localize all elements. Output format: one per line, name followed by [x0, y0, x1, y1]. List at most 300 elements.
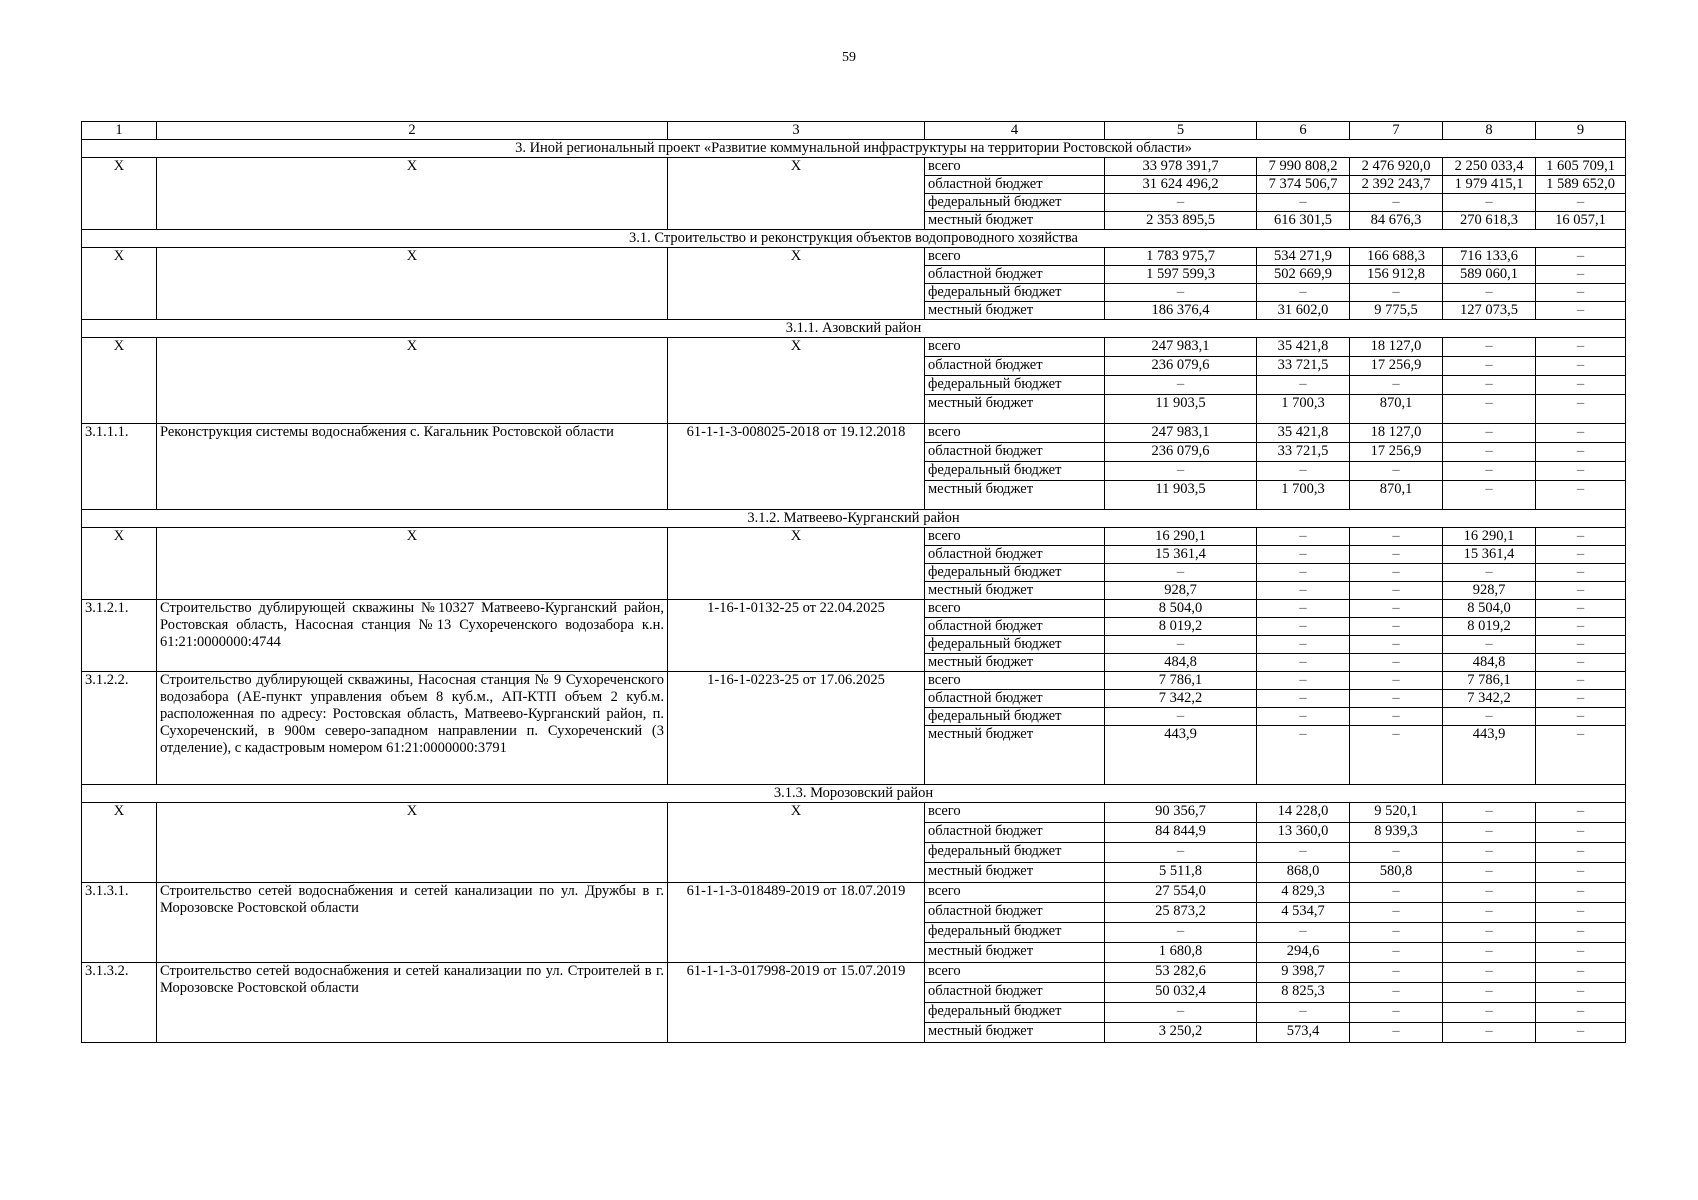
value-cell: –: [1536, 726, 1626, 785]
document-reference: 1-16-1-0223-25 от 17.06.2025: [668, 672, 925, 785]
value-cell: –: [1536, 376, 1626, 395]
value-cell: –: [1536, 357, 1626, 376]
value-cell: 2 250 033,4: [1443, 158, 1536, 176]
budget-label: федеральный бюджет: [925, 376, 1105, 395]
value-cell: –: [1536, 903, 1626, 923]
value-cell: –: [1257, 690, 1350, 708]
value-cell: 25 873,2: [1105, 903, 1257, 923]
object-name: X: [157, 338, 668, 424]
budget-label: местный бюджет: [925, 863, 1105, 883]
budget-label: областной бюджет: [925, 546, 1105, 564]
value-cell: 31 602,0: [1257, 302, 1350, 320]
value-cell: 14 228,0: [1257, 803, 1350, 823]
value-cell: –: [1536, 803, 1626, 823]
value-cell: –: [1350, 618, 1443, 636]
value-cell: 11 903,5: [1105, 481, 1257, 510]
value-cell: –: [1443, 357, 1536, 376]
budget-label: всего: [925, 963, 1105, 983]
value-cell: –: [1350, 546, 1443, 564]
value-cell: 16 290,1: [1443, 528, 1536, 546]
value-cell: 9 398,7: [1257, 963, 1350, 983]
value-cell: –: [1536, 302, 1626, 320]
value-cell: 127 073,5: [1443, 302, 1536, 320]
value-cell: 27 554,0: [1105, 883, 1257, 903]
value-cell: –: [1257, 546, 1350, 564]
budget-label: всего: [925, 338, 1105, 357]
value-cell: –: [1443, 1003, 1536, 1023]
value-cell: 16 057,1: [1536, 212, 1626, 230]
data-row: [82, 672, 1626, 690]
budget-label: областной бюджет: [925, 618, 1105, 636]
value-cell: –: [1105, 376, 1257, 395]
value-cell: 484,8: [1105, 654, 1257, 672]
budget-label: местный бюджет: [925, 582, 1105, 600]
column-header: 6: [1257, 122, 1350, 140]
value-cell: 166 688,3: [1350, 248, 1443, 266]
value-cell: –: [1257, 672, 1350, 690]
value-cell: –: [1443, 863, 1536, 883]
data-row: [82, 158, 1626, 176]
column-header: 7: [1350, 122, 1443, 140]
value-cell: –: [1350, 194, 1443, 212]
value-cell: –: [1443, 1023, 1536, 1043]
document-reference: 61-1-1-3-008025-2018 от 19.12.2018: [668, 424, 925, 510]
value-cell: 16 290,1: [1105, 528, 1257, 546]
document-reference: 1-16-1-0132-25 от 22.04.2025: [668, 600, 925, 672]
column-header: 3: [668, 122, 925, 140]
row-number: X: [82, 158, 157, 230]
value-cell: –: [1350, 600, 1443, 618]
value-cell: –: [1350, 284, 1443, 302]
header-row: [82, 122, 1626, 140]
budget-label: федеральный бюджет: [925, 843, 1105, 863]
data-row: [82, 883, 1626, 903]
value-cell: 580,8: [1350, 863, 1443, 883]
budget-label: местный бюджет: [925, 726, 1105, 785]
value-cell: 9 520,1: [1350, 803, 1443, 823]
value-cell: –: [1443, 823, 1536, 843]
value-cell: 2 353 895,5: [1105, 212, 1257, 230]
data-row: [82, 600, 1626, 618]
value-cell: –: [1536, 983, 1626, 1003]
section-title: 3. Иной региональный проект «Развитие коммунальной инфраструктуры на территории Ростовской области»: [82, 140, 1626, 158]
value-cell: 156 912,8: [1350, 266, 1443, 284]
value-cell: –: [1350, 564, 1443, 582]
row-number: X: [82, 803, 157, 883]
section-row: [82, 140, 1626, 158]
value-cell: –: [1105, 708, 1257, 726]
value-cell: 15 361,4: [1105, 546, 1257, 564]
budget-label: федеральный бюджет: [925, 462, 1105, 481]
value-cell: –: [1536, 618, 1626, 636]
value-cell: –: [1536, 963, 1626, 983]
value-cell: –: [1350, 923, 1443, 943]
object-name: Строительство сетей водоснабжения и сетей канализации по ул. Строителей в г. Морозовске Ростовской области: [157, 963, 668, 1043]
value-cell: –: [1257, 194, 1350, 212]
value-cell: –: [1105, 1003, 1257, 1023]
value-cell: –: [1105, 194, 1257, 212]
section-title: 3.1.2. Матвеево-Курганский район: [82, 510, 1626, 528]
value-cell: 1 605 709,1: [1536, 158, 1626, 176]
value-cell: –: [1536, 462, 1626, 481]
value-cell: 8 504,0: [1443, 600, 1536, 618]
value-cell: –: [1350, 462, 1443, 481]
value-cell: –: [1443, 923, 1536, 943]
value-cell: 294,6: [1257, 943, 1350, 963]
value-cell: 33 721,5: [1257, 357, 1350, 376]
value-cell: 7 342,2: [1105, 690, 1257, 708]
value-cell: –: [1536, 194, 1626, 212]
value-cell: 928,7: [1443, 582, 1536, 600]
value-cell: 17 256,9: [1350, 443, 1443, 462]
object-name: X: [157, 158, 668, 230]
budget-label: всего: [925, 803, 1105, 823]
value-cell: 616 301,5: [1257, 212, 1350, 230]
value-cell: 7 786,1: [1105, 672, 1257, 690]
value-cell: –: [1105, 923, 1257, 943]
value-cell: –: [1443, 481, 1536, 510]
value-cell: 4 829,3: [1257, 883, 1350, 903]
value-cell: –: [1350, 726, 1443, 785]
value-cell: –: [1536, 863, 1626, 883]
value-cell: 50 032,4: [1105, 983, 1257, 1003]
value-cell: 35 421,8: [1257, 338, 1350, 357]
value-cell: –: [1536, 338, 1626, 357]
budget-label: федеральный бюджет: [925, 636, 1105, 654]
value-cell: 1 783 975,7: [1105, 248, 1257, 266]
value-cell: –: [1536, 672, 1626, 690]
value-cell: –: [1536, 690, 1626, 708]
document-reference: 61-1-1-3-018489-2019 от 18.07.2019: [668, 883, 925, 963]
value-cell: 484,8: [1443, 654, 1536, 672]
value-cell: –: [1257, 600, 1350, 618]
budget-label: областной бюджет: [925, 176, 1105, 194]
document-reference: X: [668, 338, 925, 424]
value-cell: –: [1350, 708, 1443, 726]
value-cell: –: [1443, 338, 1536, 357]
value-cell: 870,1: [1350, 481, 1443, 510]
value-cell: –: [1536, 546, 1626, 564]
value-cell: –: [1350, 1023, 1443, 1043]
value-cell: –: [1443, 883, 1536, 903]
value-cell: 8 939,3: [1350, 823, 1443, 843]
value-cell: 33 721,5: [1257, 443, 1350, 462]
data-row: [82, 424, 1626, 443]
value-cell: –: [1536, 708, 1626, 726]
budget-label: федеральный бюджет: [925, 564, 1105, 582]
value-cell: –: [1443, 843, 1536, 863]
value-cell: –: [1536, 1003, 1626, 1023]
value-cell: –: [1443, 424, 1536, 443]
budget-label: местный бюджет: [925, 654, 1105, 672]
value-cell: –: [1350, 582, 1443, 600]
value-cell: –: [1105, 284, 1257, 302]
data-row: [82, 248, 1626, 266]
value-cell: –: [1536, 923, 1626, 943]
value-cell: 11 903,5: [1105, 395, 1257, 424]
value-cell: –: [1350, 690, 1443, 708]
value-cell: 3 250,2: [1105, 1023, 1257, 1043]
value-cell: –: [1350, 963, 1443, 983]
budget-label: местный бюджет: [925, 943, 1105, 963]
row-number: 3.1.1.1.: [82, 424, 157, 510]
value-cell: –: [1350, 636, 1443, 654]
document-reference: X: [668, 528, 925, 600]
value-cell: –: [1257, 582, 1350, 600]
budget-label: областной бюджет: [925, 690, 1105, 708]
column-header: 8: [1443, 122, 1536, 140]
value-cell: –: [1257, 1003, 1350, 1023]
value-cell: –: [1350, 983, 1443, 1003]
value-cell: 8 019,2: [1105, 618, 1257, 636]
row-number: 3.1.3.1.: [82, 883, 157, 963]
value-cell: –: [1536, 943, 1626, 963]
value-cell: 8 504,0: [1105, 600, 1257, 618]
budget-label: местный бюджет: [925, 481, 1105, 510]
budget-label: областной бюджет: [925, 823, 1105, 843]
value-cell: –: [1257, 462, 1350, 481]
value-cell: 17 256,9: [1350, 357, 1443, 376]
data-row: [82, 338, 1626, 357]
value-cell: 53 282,6: [1105, 963, 1257, 983]
section-row: [82, 785, 1626, 803]
budget-label: областной бюджет: [925, 266, 1105, 284]
value-cell: 868,0: [1257, 863, 1350, 883]
budget-label: федеральный бюджет: [925, 708, 1105, 726]
value-cell: –: [1257, 528, 1350, 546]
value-cell: –: [1105, 564, 1257, 582]
budget-label: всего: [925, 248, 1105, 266]
value-cell: 236 079,6: [1105, 357, 1257, 376]
column-header: 2: [157, 122, 668, 140]
column-header: 5: [1105, 122, 1257, 140]
value-cell: –: [1536, 395, 1626, 424]
row-number: 3.1.3.2.: [82, 963, 157, 1043]
value-cell: 573,4: [1257, 1023, 1350, 1043]
value-cell: –: [1443, 564, 1536, 582]
value-cell: –: [1536, 600, 1626, 618]
value-cell: –: [1536, 528, 1626, 546]
section-row: [82, 510, 1626, 528]
budget-label: федеральный бюджет: [925, 194, 1105, 212]
value-cell: –: [1257, 923, 1350, 943]
value-cell: –: [1443, 376, 1536, 395]
section-title: 3.1.1. Азовский район: [82, 320, 1626, 338]
value-cell: 4 534,7: [1257, 903, 1350, 923]
document-reference: X: [668, 803, 925, 883]
value-cell: –: [1257, 636, 1350, 654]
value-cell: –: [1536, 481, 1626, 510]
budget-label: всего: [925, 672, 1105, 690]
value-cell: 270 618,3: [1443, 212, 1536, 230]
value-cell: –: [1536, 266, 1626, 284]
value-cell: –: [1443, 983, 1536, 1003]
budget-label: федеральный бюджет: [925, 284, 1105, 302]
budget-label: федеральный бюджет: [925, 1003, 1105, 1023]
value-cell: –: [1350, 883, 1443, 903]
value-cell: –: [1350, 943, 1443, 963]
value-cell: –: [1536, 582, 1626, 600]
value-cell: 8 019,2: [1443, 618, 1536, 636]
object-name: X: [157, 248, 668, 320]
value-cell: 18 127,0: [1350, 424, 1443, 443]
value-cell: 247 983,1: [1105, 338, 1257, 357]
budget-label: всего: [925, 600, 1105, 618]
row-number: X: [82, 248, 157, 320]
section-title: 3.1. Строительство и реконструкция объектов водопроводного хозяйства: [82, 230, 1626, 248]
budget-label: областной бюджет: [925, 903, 1105, 923]
data-row: [82, 803, 1626, 823]
value-cell: –: [1443, 803, 1536, 823]
value-cell: –: [1257, 843, 1350, 863]
budget-label: всего: [925, 528, 1105, 546]
budget-label: местный бюджет: [925, 212, 1105, 230]
value-cell: 716 133,6: [1443, 248, 1536, 266]
value-cell: 31 624 496,2: [1105, 176, 1257, 194]
value-cell: –: [1536, 883, 1626, 903]
value-cell: –: [1443, 903, 1536, 923]
column-header: 9: [1536, 122, 1626, 140]
document-reference: X: [668, 248, 925, 320]
object-name: Реконструкция системы водоснабжения с. Кагальник Ростовской области: [157, 424, 668, 510]
value-cell: –: [1105, 843, 1257, 863]
value-cell: 90 356,7: [1105, 803, 1257, 823]
value-cell: –: [1536, 248, 1626, 266]
value-cell: 84 676,3: [1350, 212, 1443, 230]
value-cell: 589 060,1: [1443, 266, 1536, 284]
data-row: [82, 963, 1626, 983]
value-cell: –: [1443, 443, 1536, 462]
section-row: [82, 230, 1626, 248]
value-cell: 84 844,9: [1105, 823, 1257, 843]
budget-label: областной бюджет: [925, 357, 1105, 376]
value-cell: –: [1536, 564, 1626, 582]
value-cell: –: [1536, 443, 1626, 462]
object-name: Строительство дублирующей скважины №10327 Матвеево-Курганский район, Ростовская область, Насосная станция №13 Сухореченского водозабора к.н. 61:21:0000000:4744: [157, 600, 668, 672]
value-cell: 443,9: [1105, 726, 1257, 785]
budget-label: федеральный бюджет: [925, 923, 1105, 943]
value-cell: –: [1443, 395, 1536, 424]
budget-label: местный бюджет: [925, 1023, 1105, 1043]
object-name: X: [157, 528, 668, 600]
row-number: 3.1.2.1.: [82, 600, 157, 672]
value-cell: –: [1443, 963, 1536, 983]
value-cell: 35 421,8: [1257, 424, 1350, 443]
value-cell: –: [1350, 1003, 1443, 1023]
value-cell: 1 700,3: [1257, 481, 1350, 510]
value-cell: –: [1443, 194, 1536, 212]
value-cell: –: [1257, 726, 1350, 785]
value-cell: –: [1536, 1023, 1626, 1043]
value-cell: 1 597 599,3: [1105, 266, 1257, 284]
page-number: 59: [842, 50, 856, 65]
value-cell: 443,9: [1443, 726, 1536, 785]
value-cell: 18 127,0: [1350, 338, 1443, 357]
value-cell: 870,1: [1350, 395, 1443, 424]
row-number: 3.1.2.2.: [82, 672, 157, 785]
document-reference: X: [668, 158, 925, 230]
value-cell: 7 342,2: [1443, 690, 1536, 708]
value-cell: –: [1350, 903, 1443, 923]
value-cell: 1 700,3: [1257, 395, 1350, 424]
value-cell: 928,7: [1105, 582, 1257, 600]
value-cell: 2 476 920,0: [1350, 158, 1443, 176]
value-cell: 15 361,4: [1443, 546, 1536, 564]
object-name: Строительство сетей водоснабжения и сетей канализации по ул. Дружбы в г. Морозовске Ростовской области: [157, 883, 668, 963]
column-header: 1: [82, 122, 157, 140]
value-cell: –: [1443, 708, 1536, 726]
value-cell: –: [1536, 636, 1626, 654]
budget-label: областной бюджет: [925, 983, 1105, 1003]
value-cell: –: [1536, 654, 1626, 672]
value-cell: 5 511,8: [1105, 863, 1257, 883]
value-cell: –: [1350, 376, 1443, 395]
value-cell: 2 392 243,7: [1350, 176, 1443, 194]
value-cell: 7 786,1: [1443, 672, 1536, 690]
value-cell: –: [1257, 654, 1350, 672]
value-cell: –: [1350, 843, 1443, 863]
value-cell: –: [1443, 462, 1536, 481]
row-number: X: [82, 528, 157, 600]
budget-label: местный бюджет: [925, 302, 1105, 320]
value-cell: –: [1536, 843, 1626, 863]
value-cell: 1 589 652,0: [1536, 176, 1626, 194]
value-cell: 9 775,5: [1350, 302, 1443, 320]
value-cell: –: [1350, 654, 1443, 672]
budget-label: всего: [925, 424, 1105, 443]
value-cell: –: [1536, 424, 1626, 443]
value-cell: 186 376,4: [1105, 302, 1257, 320]
value-cell: 13 360,0: [1257, 823, 1350, 843]
budget-label: всего: [925, 883, 1105, 903]
value-cell: 534 271,9: [1257, 248, 1350, 266]
section-title: 3.1.3. Морозовский район: [82, 785, 1626, 803]
value-cell: 7 374 506,7: [1257, 176, 1350, 194]
value-cell: –: [1105, 462, 1257, 481]
document-reference: 61-1-1-3-017998-2019 от 15.07.2019: [668, 963, 925, 1043]
object-name: X: [157, 803, 668, 883]
value-cell: 33 978 391,7: [1105, 158, 1257, 176]
value-cell: –: [1443, 943, 1536, 963]
data-row: [82, 528, 1626, 546]
value-cell: –: [1105, 636, 1257, 654]
value-cell: –: [1257, 708, 1350, 726]
column-header: 4: [925, 122, 1105, 140]
section-row: [82, 320, 1626, 338]
budget-label: областной бюджет: [925, 443, 1105, 462]
value-cell: 247 983,1: [1105, 424, 1257, 443]
value-cell: –: [1536, 284, 1626, 302]
row-number: X: [82, 338, 157, 424]
value-cell: 502 669,9: [1257, 266, 1350, 284]
value-cell: 1 680,8: [1105, 943, 1257, 963]
value-cell: 7 990 808,2: [1257, 158, 1350, 176]
value-cell: –: [1443, 636, 1536, 654]
value-cell: –: [1536, 823, 1626, 843]
budget-label: местный бюджет: [925, 395, 1105, 424]
budget-label: всего: [925, 158, 1105, 176]
value-cell: –: [1257, 284, 1350, 302]
value-cell: –: [1257, 618, 1350, 636]
value-cell: –: [1443, 284, 1536, 302]
value-cell: 236 079,6: [1105, 443, 1257, 462]
value-cell: –: [1257, 564, 1350, 582]
value-cell: –: [1350, 528, 1443, 546]
value-cell: 8 825,3: [1257, 983, 1350, 1003]
value-cell: 1 979 415,1: [1443, 176, 1536, 194]
budget-table: [81, 121, 1626, 1043]
object-name: Строительство дублирующей скважины, Насосная станция № 9 Сухореченского водозабора (АЕ-пункт управления объем 8 куб.м., АП-КТП объем 2 куб.м. расположенная по адресу: Ростовская область, Матвеево-Курганский район, п. Сухореченский, в 900м северо-западном направлении п. Сухореченский (3 отделение), с кадастровым номером 61:21:0000000:3791: [157, 672, 668, 785]
